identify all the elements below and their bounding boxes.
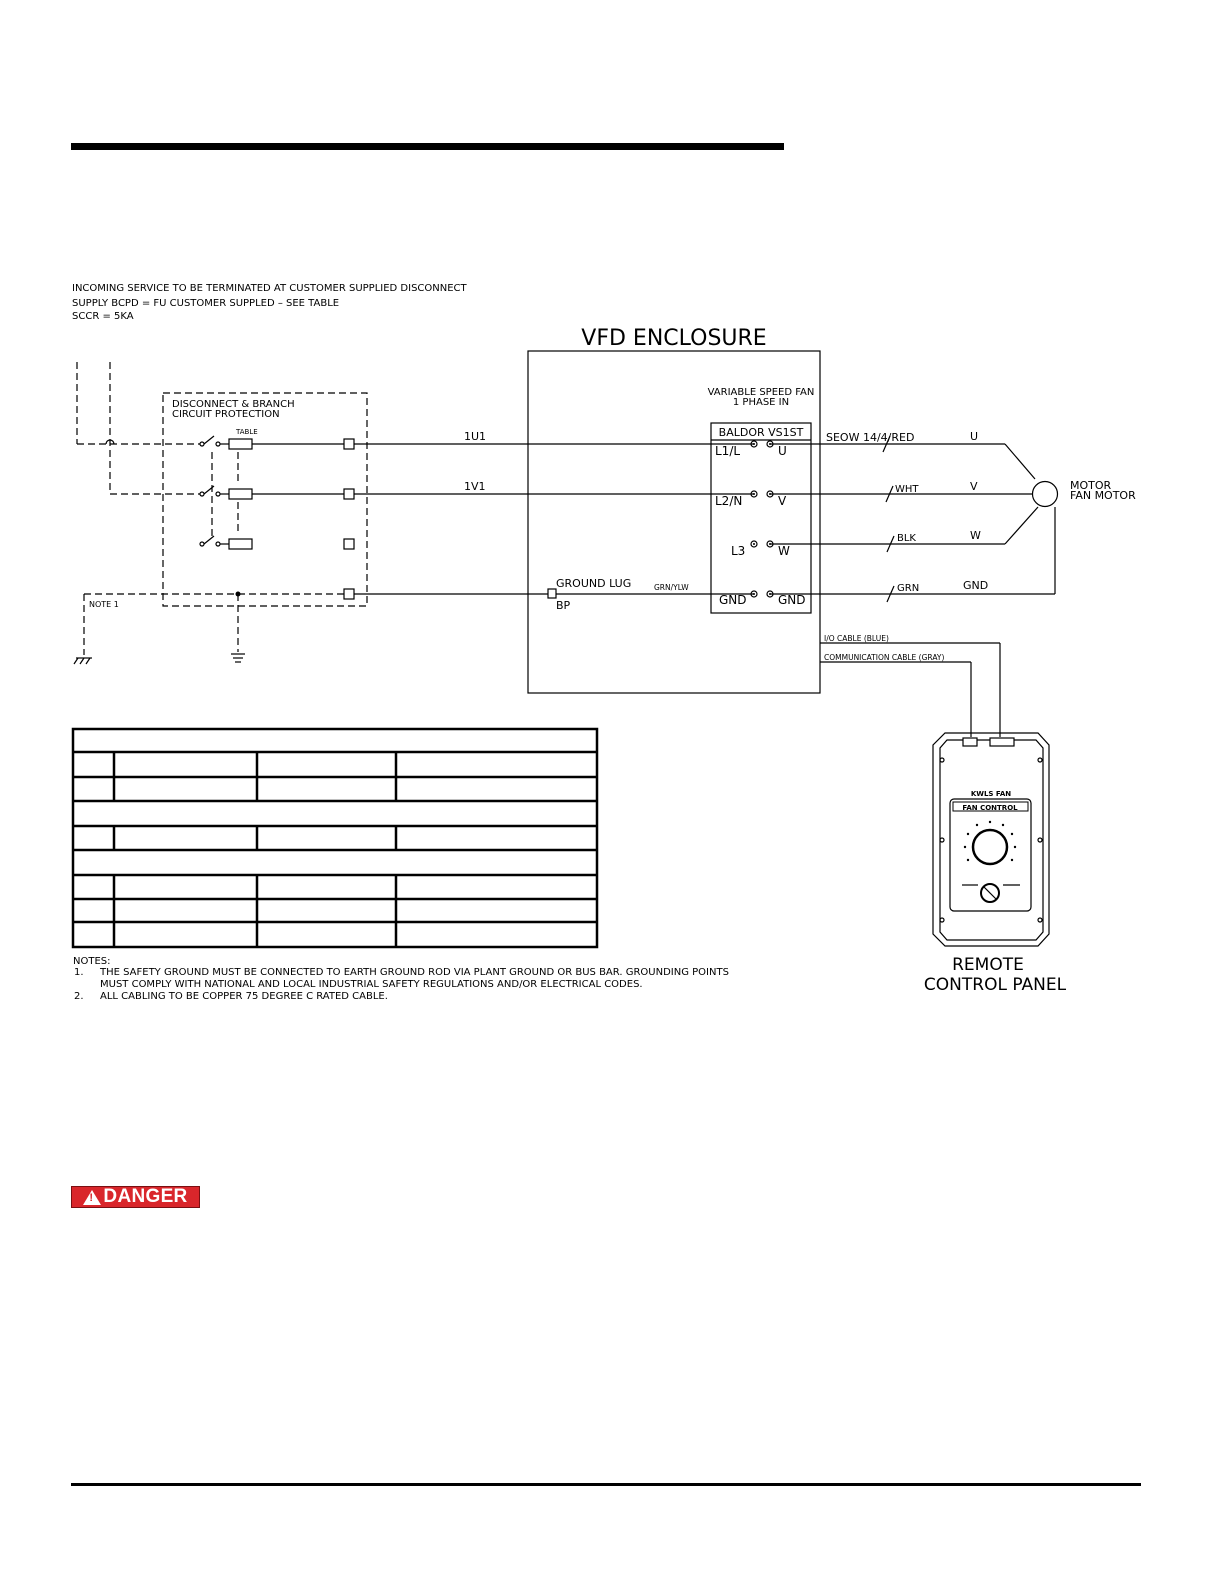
drive-output-v: V (778, 494, 787, 508)
incoming-supply-lines (77, 362, 200, 494)
drive-input-l2: L2/N (715, 494, 743, 508)
drive-terminals (751, 441, 773, 597)
ground-path (74, 592, 548, 665)
drive-input-gnd: GND (719, 593, 747, 607)
service-notes (72, 283, 468, 322)
io-cable-label: I/O CABLE (BLUE) (824, 634, 889, 643)
ground-symbol-icon (231, 654, 245, 662)
danger-badge (71, 1186, 200, 1208)
remote-control-panel (933, 733, 1049, 946)
motor-label-1: MOTOR (1070, 479, 1112, 492)
motor-terminal-w: W (970, 529, 981, 542)
drive-input-l3: L3 (731, 544, 746, 558)
motor-terminal-v: V (970, 480, 978, 493)
note-1-line1: THE SAFETY GROUND MUST BE CONNECTED TO EARTH GROUND ROD VIA PLANT GROUND OR BUS BAR. GROUNDING POINTS (100, 967, 729, 978)
drive-name: BALDOR VS1ST (718, 426, 804, 439)
header-rule (71, 143, 784, 150)
danger-label: DANGER (103, 1186, 188, 1207)
switch-pole-3 (200, 536, 354, 549)
service-note-2: SUPPLY BCPD = FU CUSTOMER SUPPLED – SEE TABLE (72, 298, 340, 309)
enclosure-title: VFD ENCLOSURE (581, 326, 767, 351)
fuse-table (73, 729, 597, 947)
note-1-line2: MUST COMPLY WITH NATIONAL AND LOCAL INDUSTRIAL SAFETY REGULATIONS AND/OR ELECTRICAL CODES. (100, 979, 643, 990)
note-ref: NOTE 1 (89, 600, 119, 609)
cable-seow-label: SEOW 14/4/RED (826, 431, 915, 444)
line-1v1-label: 1V1 (464, 480, 486, 493)
motor-terminal-gnd: GND (963, 579, 989, 592)
blk-label: BLK (897, 533, 916, 544)
remote-label-1: REMOTE (952, 955, 1024, 975)
remote-label-2: CONTROL PANEL (923, 975, 1067, 995)
grn-ylw-label: GRN/YLW (654, 583, 689, 592)
disconnect-title-1: DISCONNECT & BRANCH (172, 399, 295, 410)
service-note-3: SCCR = 5KA (72, 311, 134, 322)
bp-label: BP (556, 599, 571, 612)
ground-lug-label: GROUND LUG (556, 577, 632, 590)
motor-label-2: FAN MOTOR (1070, 489, 1136, 502)
service-note-1: INCOMING SERVICE TO BE TERMINATED AT CUSTOMER SUPPLIED DISCONNECT (72, 283, 467, 294)
note-2-num: 2. (74, 991, 84, 1002)
speed-dial-icon[interactable] (973, 830, 1007, 864)
vfd-enclosure (528, 326, 820, 693)
earth-ground-icon (74, 658, 92, 664)
line-1u1-label: 1U1 (464, 430, 487, 443)
warning-triangle-icon (83, 1190, 101, 1205)
notes-heading: NOTES: (73, 956, 111, 967)
notes (73, 956, 729, 1002)
drive-input-l1: L1/L (715, 444, 741, 458)
drive-output-u: U (778, 444, 787, 458)
switch-pole-1 (200, 436, 354, 449)
drive-output-gnd: GND (778, 593, 806, 607)
comm-cable-label: COMMUNICATION CABLE (GRAY) (824, 653, 945, 662)
fan-label-1: VARIABLE SPEED FAN (707, 387, 815, 398)
grn-label: GRN (897, 583, 920, 594)
remote-title: FAN CONTROL (962, 804, 1018, 812)
remote-brand: KWLS FAN (970, 790, 1012, 798)
disconnect-title-2: CIRCUIT PROTECTION (172, 409, 280, 420)
fan-label-2: 1 PHASE IN (732, 397, 790, 408)
disconnect-box (163, 393, 367, 606)
drive-output-w: W (778, 544, 790, 558)
note-2-line1: ALL CABLING TO BE COPPER 75 DEGREE C RATED CABLE. (100, 991, 388, 1002)
motor-wiring (770, 430, 1136, 602)
wht-label: WHT (895, 484, 919, 495)
switch-pole-2 (200, 486, 354, 499)
note-1-num: 1. (74, 967, 84, 978)
motor-icon (1033, 482, 1058, 507)
footer-rule (71, 1483, 1141, 1486)
control-cables (820, 634, 1000, 737)
motor-terminal-u: U (970, 430, 979, 443)
table-ref: TABLE (236, 428, 258, 436)
